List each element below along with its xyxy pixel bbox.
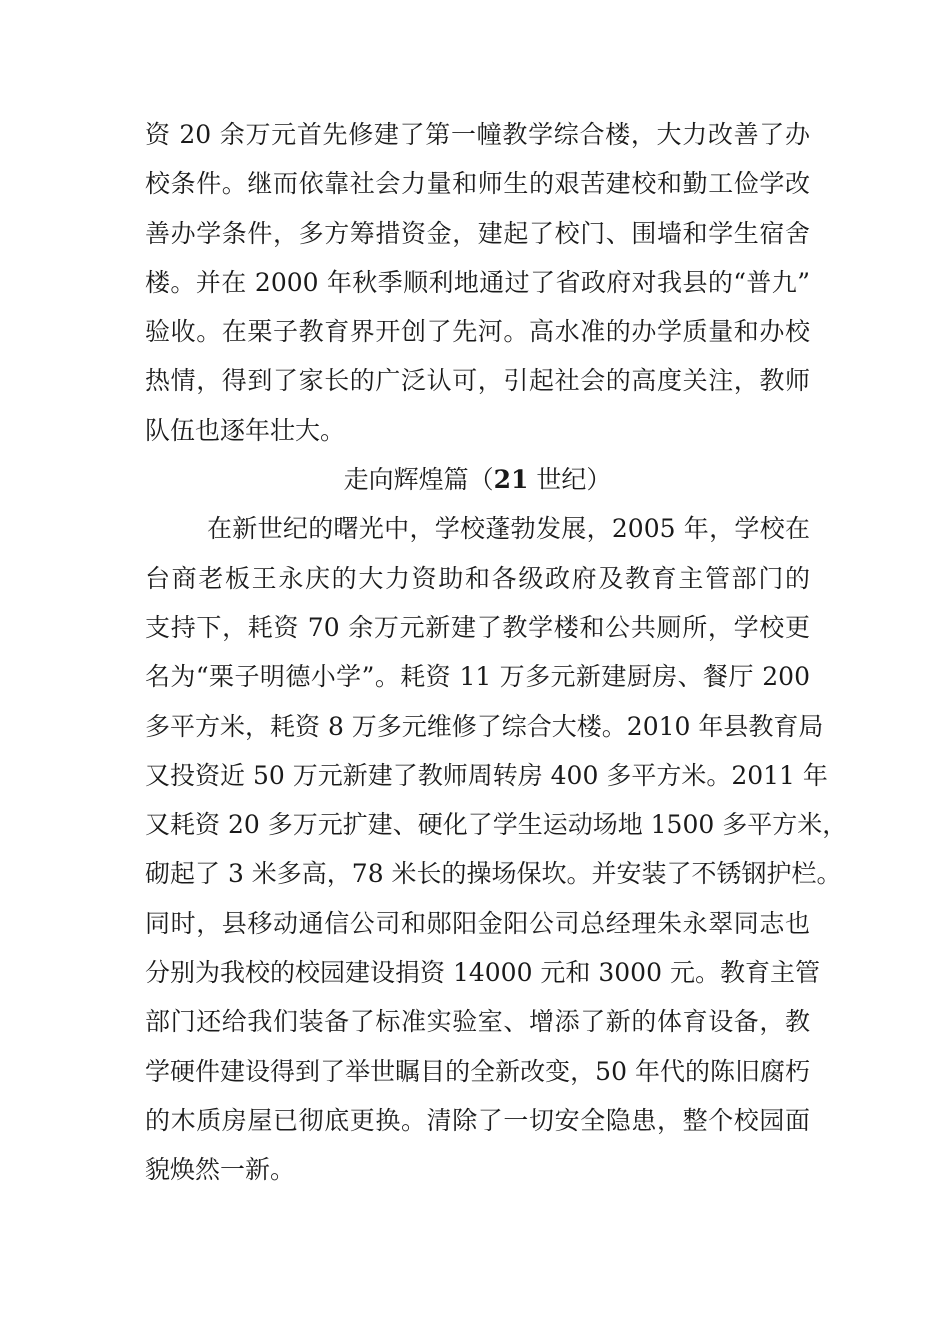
paragraph-line: 部门还给我们装备了标准实验室、增添了新的体育设备，教 (145, 1007, 810, 1037)
paragraph-line: 又投资近 50 万元新建了教师周转房 400 多平方米。2011 年 (145, 760, 828, 790)
paragraph-line: 在新世纪的曙光中，学校蓬勃发展，2005 年，学校在 (207, 514, 810, 544)
paragraph-line: 校条件。继而依靠社会力量和师生的艰苦建校和勤工俭学改 (145, 169, 810, 199)
paragraph-history-1 (145, 110, 810, 455)
paragraph-line: 分别为我校的校园建设捐资 14000 元和 3000 元。教育主管 (145, 958, 820, 988)
paragraph-line: 热情，得到了家长的广泛认可，引起社会的高度关注，教师 (145, 366, 810, 396)
paragraph-line: 同时，县移动通信公司和郧阳金阳公司总经理朱永翠同志也 (145, 908, 810, 938)
paragraph-line: 多平方米，耗资 8 万多元维修了综合大楼。2010 年县教育局 (145, 711, 824, 741)
section-heading (145, 455, 810, 504)
paragraph-line: 名为“栗子明德小学”。耗资 11 万多元新建厨房、餐厅 200 (145, 662, 810, 692)
paragraph-line: 砌起了 3 米多高，78 米长的操场保坎。并安装了不锈钢护栏。 (145, 859, 842, 889)
heading-suffix: 世纪） (528, 465, 612, 495)
paragraph-line: 的木质房屋已彻底更换。清除了一切安全隐患，整个校园面 (145, 1105, 810, 1135)
paragraph-line: 验收。在栗子教育界开创了先河。高水准的办学质量和办校 (145, 317, 810, 347)
paragraph-line: 队伍也逐年壮大。 (145, 415, 346, 445)
paragraph-line: 楼。并在 2000 年秋季顺利地通过了省政府对我县的“普九” (145, 267, 810, 297)
heading-prefix: 走向辉煌篇（ (343, 465, 494, 495)
paragraph-line: 又耗资 20 多万元扩建、硬化了学生运动场地 1500 多平方米， (145, 810, 848, 840)
heading-century-number: 21 (493, 465, 529, 495)
paragraph-line: 善办学条件，多方筹措资金，建起了校门、围墙和学生宿舍 (145, 218, 810, 248)
paragraph-line: 资 20 余万元首先修建了第一幢教学综合楼，大力改善了办 (145, 120, 810, 149)
paragraph-line: 支持下，耗资 70 余万元新建了教学楼和公共厕所，学校更 (145, 612, 810, 642)
paragraph-line: 学硬件建设得到了举世瞩目的全新改变，50 年代的陈旧腐朽 (145, 1056, 810, 1086)
paragraph-line: 台商老板王永庆的大力资助和各级政府及教育主管部门的 (145, 563, 810, 593)
paragraph-history-2 (145, 504, 848, 1194)
paragraph-line: 貌焕然一新。 (145, 1155, 296, 1185)
document-page (145, 110, 848, 1195)
